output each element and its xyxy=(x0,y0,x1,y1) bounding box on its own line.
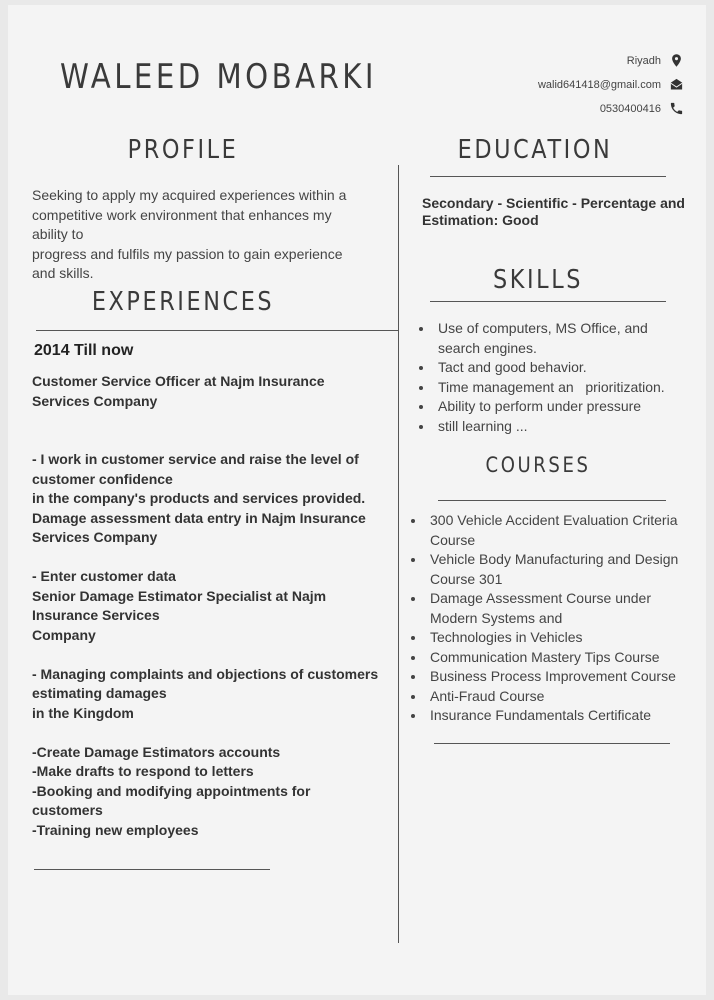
education-line: Secondary - Scientific - Percentage and xyxy=(422,195,685,211)
courses-list xyxy=(406,511,714,726)
contact-email xyxy=(538,77,684,92)
skill-item: • Use of computers, MS Office, and search engines. xyxy=(434,319,714,358)
phone-text: 0530400416 xyxy=(599,102,661,115)
duty-line: Damage assessment data entry in Najm Insurance xyxy=(32,509,366,526)
duty-line: customers xyxy=(32,802,103,818)
education-heading: EDUCATION xyxy=(457,135,613,165)
skill-item: • still learning ... xyxy=(434,417,714,437)
course-item: • 300 Vehicle Accident Evaluation Criteria Course xyxy=(426,511,714,550)
role-line: Services Company xyxy=(32,392,158,409)
course-item: • Communication Mastery Tips Course xyxy=(426,648,714,668)
profile-line: competitive work environment that enhances my xyxy=(32,206,332,223)
course-item: • Technologies in Vehicles xyxy=(426,628,714,648)
education-text xyxy=(422,195,707,229)
courses-divider xyxy=(438,500,666,501)
duty-line: -Training new employees xyxy=(32,821,199,838)
education-line: Estimation: Good xyxy=(422,212,539,228)
experience-period: 2014 Till now xyxy=(34,342,134,359)
profile-line: Seeking to apply my acquired experiences within a xyxy=(32,187,347,203)
candidate-name: WALEED MOBARKI xyxy=(60,57,377,97)
role-line: Customer Service Officer at Najm Insurance xyxy=(32,373,325,389)
duty-line: customer confidence xyxy=(32,470,173,487)
contact-city xyxy=(627,53,684,68)
envelope-icon xyxy=(669,77,684,92)
resume-page xyxy=(8,5,706,995)
course-item: • Damage Assessment Course under Modern Systems and xyxy=(426,589,714,628)
phone-icon xyxy=(669,101,684,116)
duty-line: -Make drafts to respond to letters xyxy=(32,763,254,779)
skills-divider xyxy=(430,301,666,302)
duty-line: in the company's products and services provided. xyxy=(32,490,366,506)
duty-line: - Managing complaints and objections of customers xyxy=(32,665,379,682)
experiences-divider xyxy=(36,330,398,331)
duty-line: -Booking and modifying appointments for xyxy=(32,782,311,799)
profile-line: progress and fulfils my passion to gain experience xyxy=(32,245,343,262)
course-item: • Business Process Improvement Course xyxy=(426,667,714,687)
profile-line: ability to xyxy=(32,226,84,242)
experiences-heading: EXPERIENCES xyxy=(91,287,275,317)
skills-heading: SKILLS xyxy=(492,265,584,295)
duty-line: in the Kingdom xyxy=(32,704,134,721)
profile-heading: PROFILE xyxy=(127,135,239,165)
courses-heading: COURSES xyxy=(485,453,591,477)
skill-item: • Tact and good behavior. xyxy=(434,358,714,378)
duty-line: Services Company xyxy=(32,529,158,545)
skills-list xyxy=(414,319,714,436)
duty-line: Insurance Services xyxy=(32,607,160,623)
duty-line: Senior Damage Estimator Specialist at Najm xyxy=(32,587,327,604)
duty-line: - Enter customer data xyxy=(32,568,176,584)
course-item: • Anti-Fraud Course xyxy=(426,687,714,707)
profile-line: and skills. xyxy=(32,265,94,281)
email-text: walid641418@gmail.com xyxy=(537,78,661,91)
experience-details xyxy=(32,372,397,840)
profile-text xyxy=(32,186,392,284)
duty-line: -Create Damage Estimators accounts xyxy=(32,743,281,760)
city-text: Riyadh xyxy=(626,54,661,67)
course-item: • Vehicle Body Manufacturing and Design Course 301 xyxy=(426,550,714,589)
column-divider xyxy=(398,165,399,943)
location-pin-icon xyxy=(669,53,684,68)
course-item: • Insurance Fundamentals Certificate xyxy=(426,706,714,726)
duty-line: estimating damages xyxy=(32,685,167,701)
skill-item: • Time management an prioritization. xyxy=(434,378,714,398)
contact-phone xyxy=(600,101,684,116)
experiences-end-divider xyxy=(34,869,270,870)
education-divider xyxy=(430,176,666,177)
skill-item: • Ability to perform under pressure xyxy=(434,397,714,417)
duty-line: - I work in customer service and raise the level of xyxy=(32,451,359,467)
courses-end-divider xyxy=(434,743,670,744)
duty-line: Company xyxy=(32,626,96,643)
